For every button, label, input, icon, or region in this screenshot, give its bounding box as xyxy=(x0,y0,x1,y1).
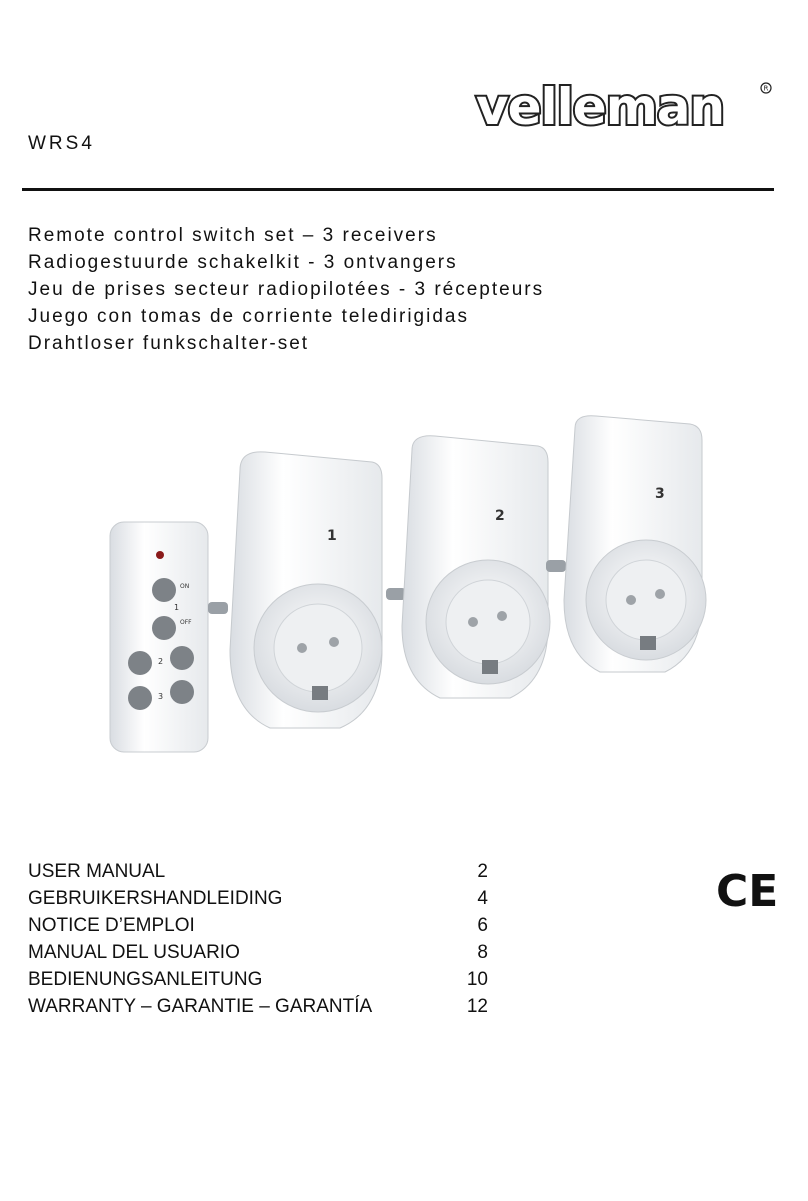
receiver-2-label: 2 xyxy=(495,508,505,524)
toc-label: MANUAL DEL USUARIO xyxy=(28,942,240,963)
ce-mark-text: CE xyxy=(716,868,779,912)
ce-mark-icon xyxy=(716,868,780,912)
model-number: WRS4 xyxy=(28,133,95,154)
receiver-1-label: 1 xyxy=(327,528,337,544)
toc-label: USER MANUAL xyxy=(28,861,166,882)
toc-page: 10 xyxy=(466,969,488,990)
header-divider xyxy=(22,188,774,191)
svg-text:R: R xyxy=(763,84,769,93)
toc-page: 6 xyxy=(477,915,488,936)
toc-item xyxy=(28,885,488,912)
toc-page: 2 xyxy=(477,861,488,882)
remote-ch2-label: 2 xyxy=(158,657,164,666)
toc-item xyxy=(28,858,488,885)
product-titles xyxy=(28,222,544,357)
toc-item xyxy=(28,993,488,1020)
logo-lettering: velleman xyxy=(476,80,725,136)
remote-control xyxy=(110,522,208,752)
receiver-2 xyxy=(386,436,550,698)
toc-page: 8 xyxy=(477,942,488,963)
title-fr: Jeu de prises secteur radiopilotées - 3 récepteurs xyxy=(28,279,545,300)
title-es: Juego con tomas de corriente teledirigidas xyxy=(28,306,469,327)
toc-label: BEDIENUNGSANLEITUNG xyxy=(28,969,263,990)
title-nl: Radiogestuurde schakelkit - 3 ontvangers xyxy=(28,252,458,273)
toc-page: 4 xyxy=(477,888,488,909)
receiver-1 xyxy=(208,452,382,728)
toc-label: WARRANTY – GARANTIE – GARANTÍA xyxy=(28,996,373,1017)
remote-on-label: ON xyxy=(180,583,190,590)
remote-off-label: OFF xyxy=(180,619,192,626)
remote-ch1-label: 1 xyxy=(174,603,180,612)
table-of-contents xyxy=(28,858,488,1020)
receiver-3 xyxy=(546,416,706,672)
toc-label: NOTICE D’EMPLOI xyxy=(28,915,195,936)
product-photo xyxy=(90,410,740,770)
velleman-logo xyxy=(472,80,772,136)
title-en: Remote control switch set – 3 receivers xyxy=(28,225,438,246)
title-de: Drahtloser funkschalter-set xyxy=(28,333,310,354)
toc-page: 12 xyxy=(466,996,488,1017)
remote-ch3-label: 3 xyxy=(158,692,164,701)
receiver-3-label: 3 xyxy=(655,486,665,502)
toc-item xyxy=(28,966,488,993)
toc-item xyxy=(28,939,488,966)
toc-label: GEBRUIKERSHANDLEIDING xyxy=(28,888,283,909)
led-icon xyxy=(156,551,164,559)
toc-item xyxy=(28,912,488,939)
